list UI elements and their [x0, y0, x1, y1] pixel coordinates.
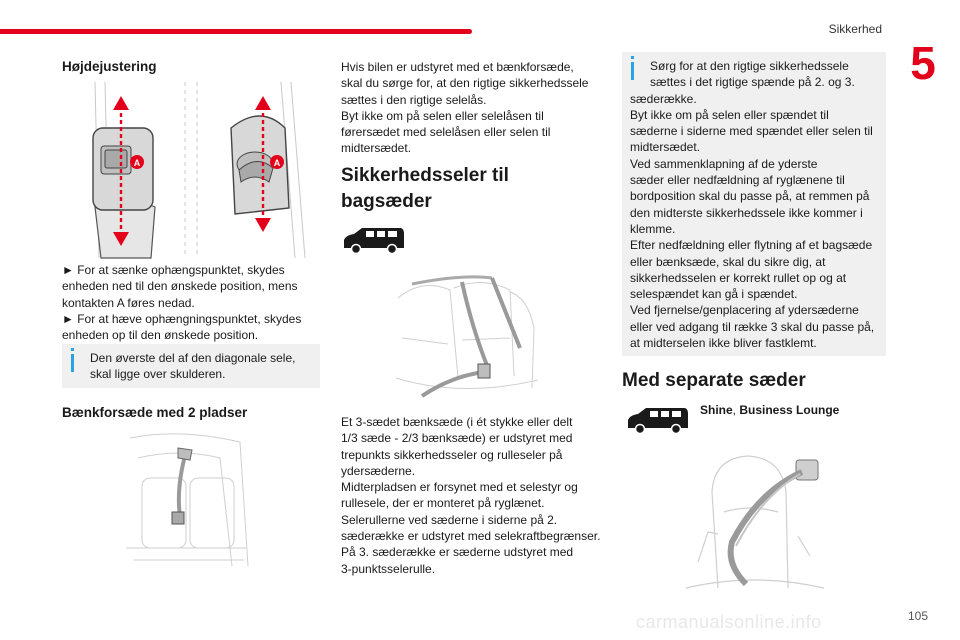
- instruction-line: kontakten A føres nedad.: [62, 295, 195, 310]
- bench-seat-illustration: [120, 428, 252, 568]
- note-line: eller bænksæde, skal du sikre dig, at: [630, 254, 826, 269]
- heading-line: Sikkerhedsseler til: [341, 165, 509, 186]
- info-note-rear-belts: [622, 52, 886, 356]
- text-line: trepunkts sikkerhedsseler og rulleseler på: [341, 447, 563, 462]
- note-line: at midterselen ikke bliver fastklemt.: [630, 336, 817, 351]
- note-line: Ved fjernelse/genplacering af ydersæderne: [630, 303, 859, 318]
- version-business-lounge: Business Lounge: [739, 403, 840, 417]
- note-line: Sørg for at den rigtige sikkerhedssele: [650, 59, 849, 73]
- note-line: selespændet kan gå i spændet.: [630, 287, 798, 302]
- info-icon: [71, 354, 74, 372]
- note-line: sæderne i siderne med spændet eller selen til: [630, 124, 873, 139]
- text-line: 3-punktsselerulle.: [341, 561, 436, 576]
- watermark: carmanualsonline.info: [636, 612, 822, 632]
- version-shine: Shine: [700, 403, 733, 417]
- label-a-left: A: [133, 158, 141, 168]
- instruction-line: enheden op til den ønskede position.: [62, 328, 259, 343]
- version-labels: [700, 403, 839, 417]
- note-line: Efter nedfældning eller flytning af et bagsæde: [630, 238, 873, 253]
- text-line: Midterpladsen er forsynet med et selestyr og: [341, 480, 578, 495]
- text-line: ydersæderne.: [341, 463, 416, 478]
- info-note-shoulder: [62, 344, 320, 388]
- note-line: den midterste sikkerhedssele ikke kommer i: [630, 205, 863, 220]
- text-line: 1/3 sæde - 2/3 bænksæde) er udstyret med: [341, 431, 573, 446]
- header-accent-bar: [0, 29, 472, 34]
- info-note-text: [630, 58, 882, 351]
- page-number: 105: [907, 609, 928, 623]
- note-line: sættes i det rigtige spænde på 2. og 3.: [650, 75, 855, 90]
- bench-seat-text: [341, 59, 611, 157]
- instruction-line: ► For at sænke ophængspunktet, skydes: [62, 263, 285, 277]
- version-separator: ,: [732, 403, 740, 417]
- text-line: Byt ikke om på selen eller selelåsen til: [341, 108, 544, 123]
- text-line: Hvis bilen er udstyret med et bænkforsæde,: [341, 60, 574, 74]
- rear-seat-illustration: [392, 268, 540, 408]
- text-line: Selerullerne ved sæderne i siderne på 2.: [341, 512, 558, 527]
- van-icon: [626, 406, 690, 434]
- note-line: skal ligge over skulderen.: [90, 367, 226, 382]
- separate-seat-illustration: [678, 452, 828, 590]
- text-line: sættes i den rigtige selelås.: [341, 92, 487, 107]
- label-a-right: A: [273, 158, 281, 168]
- text-line: Et 3-sædet bænksæde (i ét stykke eller delt: [341, 415, 573, 429]
- instruction-line: enheden ned til den ønskede position, mens: [62, 279, 298, 294]
- heading-height-adjustment: Højdejustering: [62, 59, 157, 74]
- text-line: skal du sørge for, at den rigtige sikkerhedssele: [341, 76, 589, 91]
- text-line: førersædet med selelåsen eller selen til: [341, 125, 551, 140]
- note-line: Den øverste del af den diagonale sele,: [90, 351, 296, 365]
- note-line: klemme.: [630, 221, 676, 236]
- note-line: midtersædet.: [630, 140, 701, 155]
- heading-line: bagsæder: [341, 191, 432, 212]
- note-line: sikkerhedsselen er korrekt rullet op og at: [630, 270, 847, 285]
- heading-separate-seats: Med separate sæder: [622, 370, 806, 391]
- instruction-line: ► For at hæve ophængningspunktet, skydes: [62, 311, 302, 326]
- note-line: sæderække.: [630, 91, 697, 106]
- rear-seat-text: [341, 414, 616, 577]
- van-icon: [342, 226, 406, 254]
- note-line: Ved sammenklapning af de yderste: [630, 156, 818, 171]
- note-line: Byt ikke om på selen eller spændet til: [630, 107, 829, 122]
- height-instructions: [62, 262, 322, 343]
- heading-bench-2-seats: Bænkforsæde med 2 pladser: [62, 405, 248, 420]
- heading-rear-belts: [341, 163, 509, 215]
- info-icon-dot: [71, 348, 74, 351]
- text-line: På 3. sæderække er sæderne udstyret med: [341, 545, 574, 560]
- text-line: rullesele, der er monteret på ryglænet.: [341, 496, 545, 511]
- text-line: sæderække er udstyret med selekraftbegrænser.: [341, 529, 601, 544]
- note-line: bordposition skal du passe på, at remmen på: [630, 189, 870, 204]
- info-note-text: [90, 350, 312, 383]
- note-line: eller ved adgang til række 3 skal du passe på,: [630, 319, 875, 334]
- note-line: sæder eller nedfældning af ryglænene til: [630, 173, 845, 188]
- section-title: Sikkerhed: [828, 22, 882, 36]
- chapter-number: 5: [910, 37, 936, 89]
- text-line: midtersædet.: [341, 141, 412, 156]
- height-adjust-illustration: [85, 82, 307, 260]
